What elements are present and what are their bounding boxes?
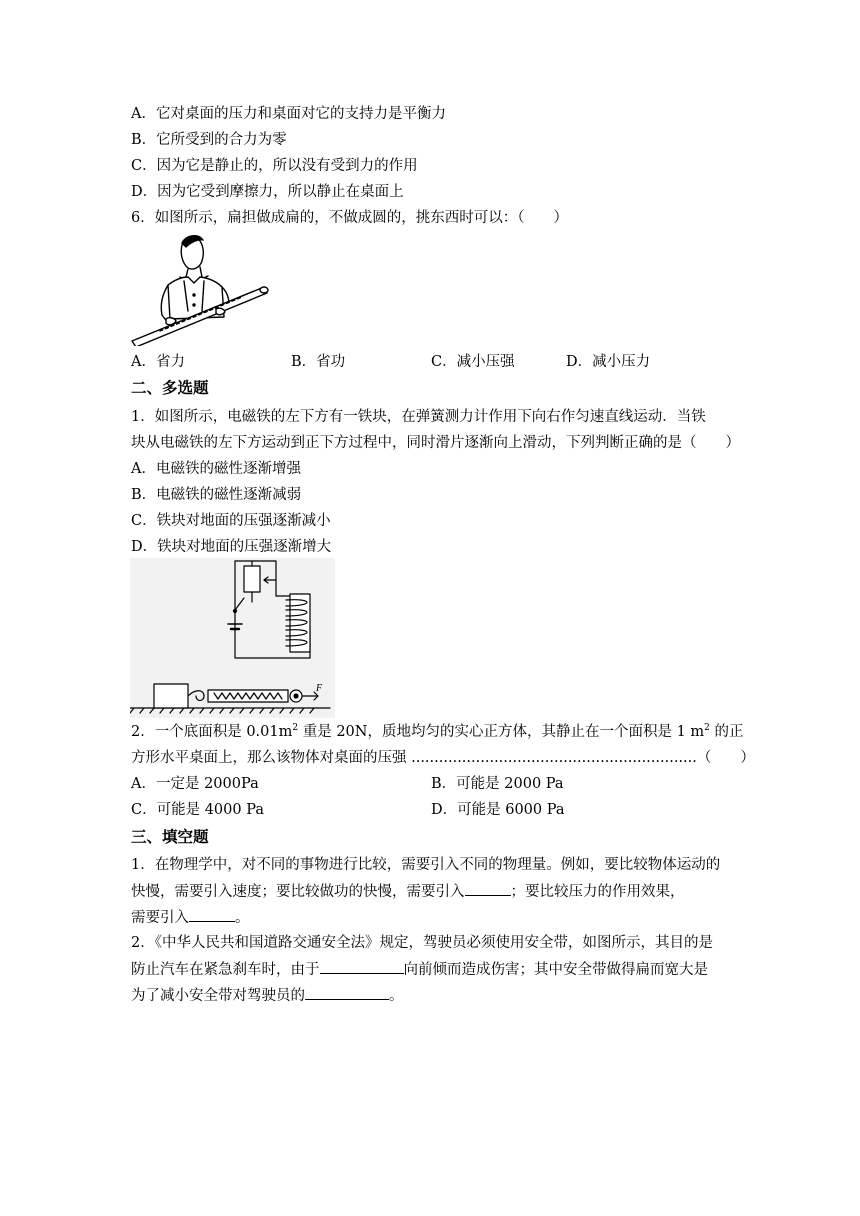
fill-q1-line3-text-a: 需要引入 [131, 910, 189, 926]
person-with-shoulder-pole-icon [130, 231, 270, 346]
mc-q1-option-d: D．铁块对地面的压强逐渐增大 [131, 539, 332, 555]
q6-text: 6．如图所示，扁担做成扁的，不做成圆的，挑东西时可以：（ ） [131, 210, 568, 226]
shoulder-pole-figure [130, 231, 270, 346]
q6-option-d: D．减小压力 [566, 354, 651, 370]
fill-q1-line2-text-a: 快慢，需要引入速度；要比较做功的快慢，需要引入 [131, 884, 465, 900]
mc-q2-option-a: A．一定是 2000Pa [131, 776, 259, 792]
electromagnet-figure [130, 558, 335, 718]
fill-q1-line2-text-b: ；要比较压力的作用效果， [510, 884, 685, 900]
mc-q2-option-d: D．可能是 6000 Pa [431, 802, 565, 818]
q5-option-c: C．因为它是静止的，所以没有受到力的作用 [131, 158, 418, 174]
electromagnet-circuit-with-spring-scale-icon [130, 558, 335, 718]
mc-q2-sup1: 2 [292, 723, 299, 734]
q6-option-b: B．省功 [291, 354, 346, 370]
fill-q2-line1: 2．《中华人民共和国道路交通安全法》规定，驾驶员必须使用安全带，如图所示，其目的是 [131, 935, 713, 951]
mc-q2-line1-part-a: 2．一个底面积是 0.01m [131, 724, 293, 740]
mc-q2-option-b: B．可能是 2000 Pa [431, 776, 564, 792]
fill-q1-line3 [131, 907, 250, 928]
mc-q2-sup2: 2 [704, 723, 710, 734]
mc-q1-option-a: A．电磁铁的磁性逐渐增强 [131, 461, 301, 477]
mc-q1-option-c: C．铁块对地面的压强逐渐减小 [131, 513, 331, 529]
fill-q2-line2-text-a: 防止汽车在紧急刹车时，由于 [131, 962, 320, 978]
fill-q2-line2-text-b: 向前倾而造成伤害；其中安全带做得扁而宽大是 [403, 962, 708, 978]
answer-blank-2[interactable] [189, 907, 235, 922]
fill-q2-line3-text-a: 为了减小安全带对驾驶员的 [131, 988, 305, 1004]
fill-q1-line1: 1．在物理学中，对不同的事物进行比较，需要引入不同的物理量。例如，要比较物体运动的 [131, 857, 721, 873]
mc-q1-option-b: B．电磁铁的磁性逐渐减弱 [131, 487, 302, 503]
answer-blank-4[interactable] [305, 985, 389, 1000]
q5-option-a: A．它对桌面的压力和桌面对它的支持力是平衡力 [131, 106, 446, 122]
fill-q2-line2 [131, 959, 708, 980]
answer-blank-1[interactable] [465, 881, 511, 896]
q5-option-b: B．它所受到的合力为零 [131, 132, 287, 148]
q5-option-d: D．因为它受到摩擦力，所以静止在桌面上 [131, 184, 404, 200]
mc-q2-option-c: C．可能是 4000 Pa [131, 802, 264, 818]
mc-q2-line2: 方形水平桌面上，那么该物体对桌面的压强 ..............................................................（ ） [131, 750, 755, 766]
mc-q2-line1-part-b: 重是 20N，质地均匀的实心正方体，其静止在一个面积是 1 m [298, 724, 705, 740]
mc-q1-line2: 块从电磁铁的左下方运动到正下方过程中，同时滑片逐渐向上滑动，下列判断正确的是（ ） [131, 435, 740, 451]
fill-q2-line3-text-b: 。 [389, 988, 404, 1004]
mc-q1-line1: 1．如图所示，电磁铁的左下方有一铁块，在弹簧测力计作用下向右作匀速直线运动．当铁 [131, 409, 706, 425]
mc-q2-line1-part-c: 的正 [709, 724, 744, 740]
svg-text:F: F [316, 683, 323, 694]
fill-q1-line3-text-b: 。 [235, 910, 250, 926]
answer-blank-3[interactable] [320, 959, 404, 974]
fill-q2-line3 [131, 985, 404, 1006]
section-heading-fill-in: 三、填空题 [131, 828, 209, 846]
q6-option-c: C．减小压强 [431, 354, 515, 370]
fill-q1-line2 [131, 881, 685, 902]
mc-q2-line1 [131, 722, 744, 742]
section-heading-multiple-choice: 二、多选题 [131, 379, 209, 397]
q6-option-a: A．省力 [131, 354, 185, 370]
